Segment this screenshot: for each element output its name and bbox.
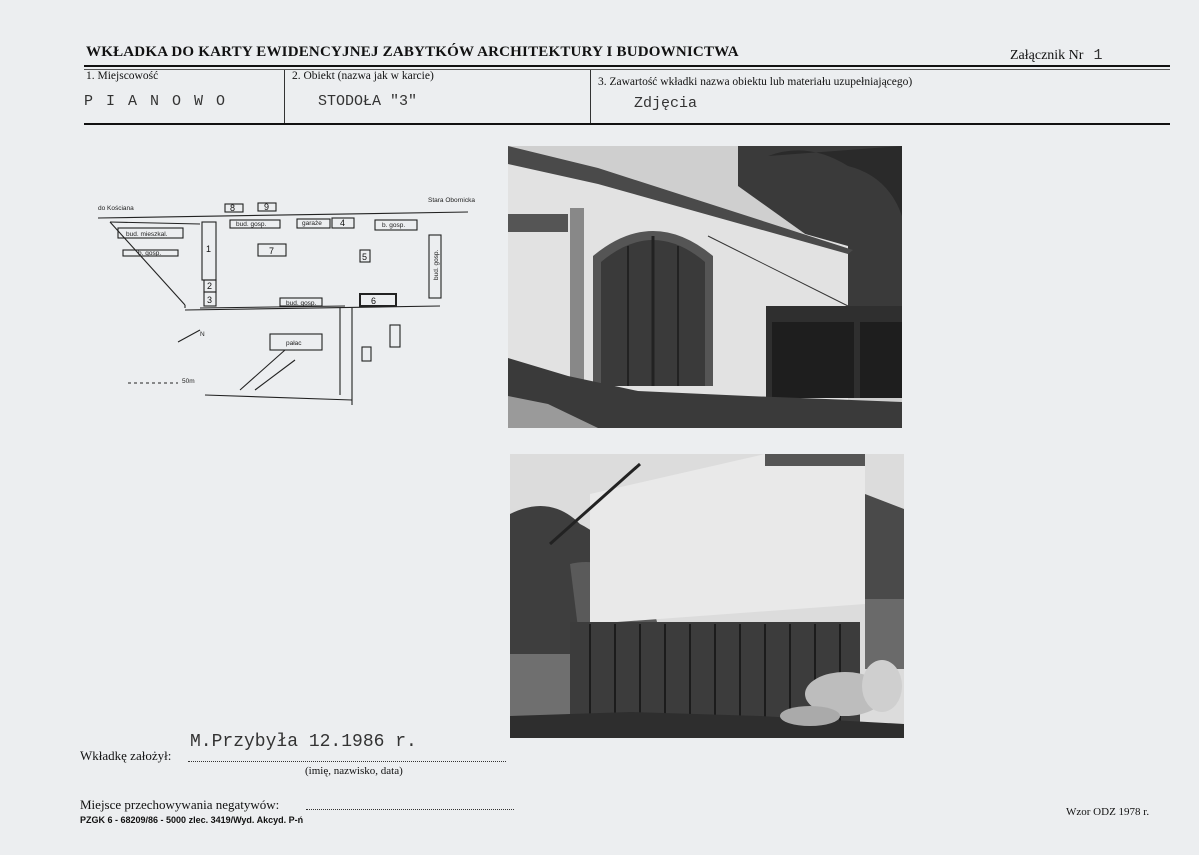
- small-bldg-b: [390, 325, 400, 347]
- header-rule-2: [84, 69, 1170, 70]
- locality-value: P I A N O W O: [84, 93, 228, 110]
- num-3: 3: [207, 295, 213, 305]
- farm-bldg-b-label: b. gosp.: [382, 222, 406, 229]
- num-1: 1: [206, 244, 212, 254]
- photo-barn-front-image: [508, 146, 902, 428]
- header-rule: [84, 65, 1170, 67]
- farm-bldg-top-label: bud. gosp.: [236, 221, 267, 228]
- num-5: 5: [362, 252, 368, 262]
- num-9: 9: [264, 202, 270, 212]
- scale-label: 50m: [182, 378, 195, 385]
- created-value: M.Przybyła 12.1986 r.: [190, 732, 417, 752]
- object-value: STODOŁA "3": [318, 93, 418, 110]
- photo-barn-side-image: [510, 454, 904, 738]
- negatives-line: [306, 808, 514, 810]
- content-label: 3. Zawartość wkładki nazwa obiektu lub materiału uzupełniającego): [598, 76, 913, 88]
- small-bldg-a: [362, 347, 371, 361]
- field-divider-1: [284, 70, 285, 124]
- site-plan: [90, 190, 480, 410]
- num-7: 7: [269, 246, 275, 256]
- negatives-label: Miejsce przechowywania negatywów:: [80, 797, 280, 812]
- attachment-label: Załącznik Nr: [1010, 48, 1084, 63]
- num-6: 6: [371, 296, 377, 306]
- created-caption: (imię, nazwisko, data): [305, 765, 403, 777]
- attachment-number: [1010, 47, 1102, 64]
- num-8: 8: [230, 203, 236, 213]
- object-label: 2. Obiekt (nazwa jak w karcie): [292, 70, 434, 82]
- garage-label: garaże: [302, 220, 322, 227]
- num-2: 2: [207, 281, 213, 291]
- palace-label: pałac: [286, 340, 302, 347]
- template-id: Wzor ODZ 1978 r.: [1066, 806, 1150, 818]
- content-value: Zdjęcia: [634, 95, 698, 112]
- farm-bldg-bottom-label: bud. gosp.: [286, 300, 317, 307]
- num-4: 4: [340, 218, 346, 228]
- farm-bldg-right-label: bud. gosp.: [433, 249, 440, 280]
- created-line: [188, 760, 506, 762]
- field-divider-2: [590, 70, 591, 124]
- fields-bottom-rule: [84, 123, 1170, 125]
- road-left-label: do Kościana: [98, 205, 134, 212]
- bldg-6: [360, 294, 396, 306]
- north-arrow: [178, 330, 200, 342]
- attachment-value: 1: [1093, 47, 1103, 64]
- photo-barn-side: [510, 454, 904, 738]
- house-label: bud. mieszkal.: [126, 231, 168, 238]
- road-line: [98, 212, 468, 218]
- created-label: Wkładkę założył:: [80, 748, 172, 763]
- photo-barn-front: [508, 146, 902, 428]
- road-right-label: Stara Obornicka: [428, 197, 475, 204]
- print-info: PZGK 6 - 68209/86 - 5000 zlec. 3419/Wyd. Akcyd. P-ń: [80, 815, 304, 825]
- locality-label: 1. Miejscowość: [86, 70, 159, 82]
- farm-bldg-a-label: b. gosp.: [138, 250, 162, 257]
- north-label: N: [200, 331, 205, 338]
- document-title: WKŁADKA DO KARTY EWIDENCYJNEJ ZABYTKÓW ARCHITEKTURY I BUDOWNICTWA: [86, 44, 739, 60]
